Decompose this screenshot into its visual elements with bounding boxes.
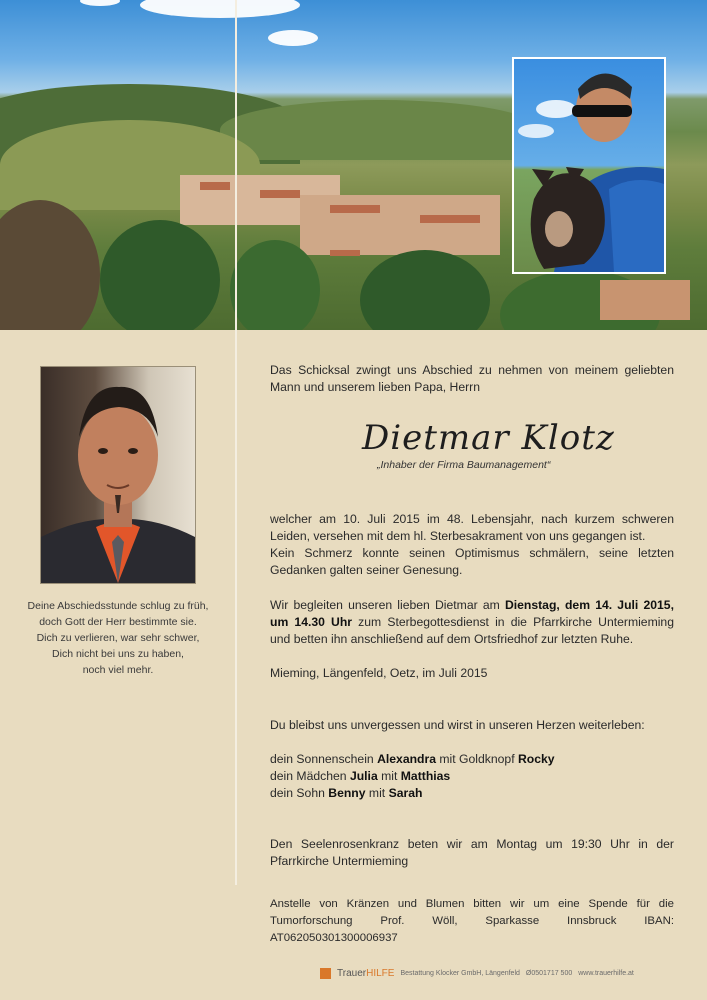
funeral-text-part: zum Sterbegottesdienst in die Pfarrkirche Untermieming und betten ihn anschließend auf dem Ortsfriedhof zur letzten Ruhe. <box>270 615 674 646</box>
rosary-text: Den Seelenrosenkranz beten wir am Montag um 19:30 Uhr in der Pfarrkirche Untermieming <box>270 837 674 868</box>
footer <box>320 968 700 979</box>
deceased-subtitle: „Inhaber der Firma Baumanagement“ <box>377 459 551 471</box>
deceased-name: Dietmar Klotz <box>362 418 615 458</box>
remember-text: Du bleibst uns unvergessen und wirst in unseren Herzen weiterleben: <box>270 718 645 732</box>
company-name: Bestattung Klocker GmbH, Längenfeld <box>400 970 520 977</box>
poem-line: Dich zu verlieren, war sehr schwer, <box>36 632 200 644</box>
optimism-text: Kein Schmerz konnte seinen Optimismus schmälern, seine letzten Gedanken galten seiner Genesung. <box>270 546 674 577</box>
funeral-date: Dienstag, dem 14. Juli 2015, um 14.30 Uhr <box>270 598 674 629</box>
family-line: dein Mädchen Julia mit Matthias <box>270 769 451 783</box>
donation-text: Anstelle von Kränzen und Blumen bitten wir um eine Spende für die Tumorforschung Prof. Wöll, Sparkasse Innsbruck IBAN: AT062050301300006937 <box>270 898 674 944</box>
poem <box>10 598 226 678</box>
trauerhilfe-logo-icon <box>320 968 331 979</box>
place-date: Mieming, Längenfeld, Oetz, im Juli 2015 <box>270 666 488 680</box>
passing-text: welcher am 10. Juli 2015 im 48. Lebensjahr, nach kurzem schweren Leiden, versehen mit dem hl. Sterbesakrament von uns gegangen ist. <box>270 512 674 543</box>
intro-text: Das Schicksal zwingt uns Abschied zu nehmen von meinem geliebten Mann und unserem lieben Papa, Herrn <box>270 363 674 394</box>
brand-name: TrauerHILFE <box>337 968 395 979</box>
funeral-text-part: Wir begleiten unseren lieben Dietmar am <box>270 598 505 612</box>
family-line: dein Sohn Benny mit Sarah <box>270 786 423 800</box>
poem-line: doch Gott der Herr bestimmte sie. <box>39 616 197 628</box>
portrait-photo <box>40 366 196 584</box>
family-line: dein Sonnenschein Alexandra mit Goldknopf Rocky <box>270 752 555 766</box>
poem-line: Deine Abschiedsstunde schlug zu früh, <box>27 600 209 612</box>
vertical-divider <box>235 0 237 885</box>
funeral-text <box>270 597 674 648</box>
poem-line: Dich nicht bei uns zu haben, <box>52 648 184 660</box>
phone-number: Ø0501717 500 <box>525 970 573 977</box>
family-list <box>270 751 674 802</box>
poem-line: noch viel mehr. <box>82 664 154 676</box>
website-link[interactable]: www.trauerhilfe.at <box>578 970 634 977</box>
portrait-photo-with-dog <box>512 57 666 274</box>
